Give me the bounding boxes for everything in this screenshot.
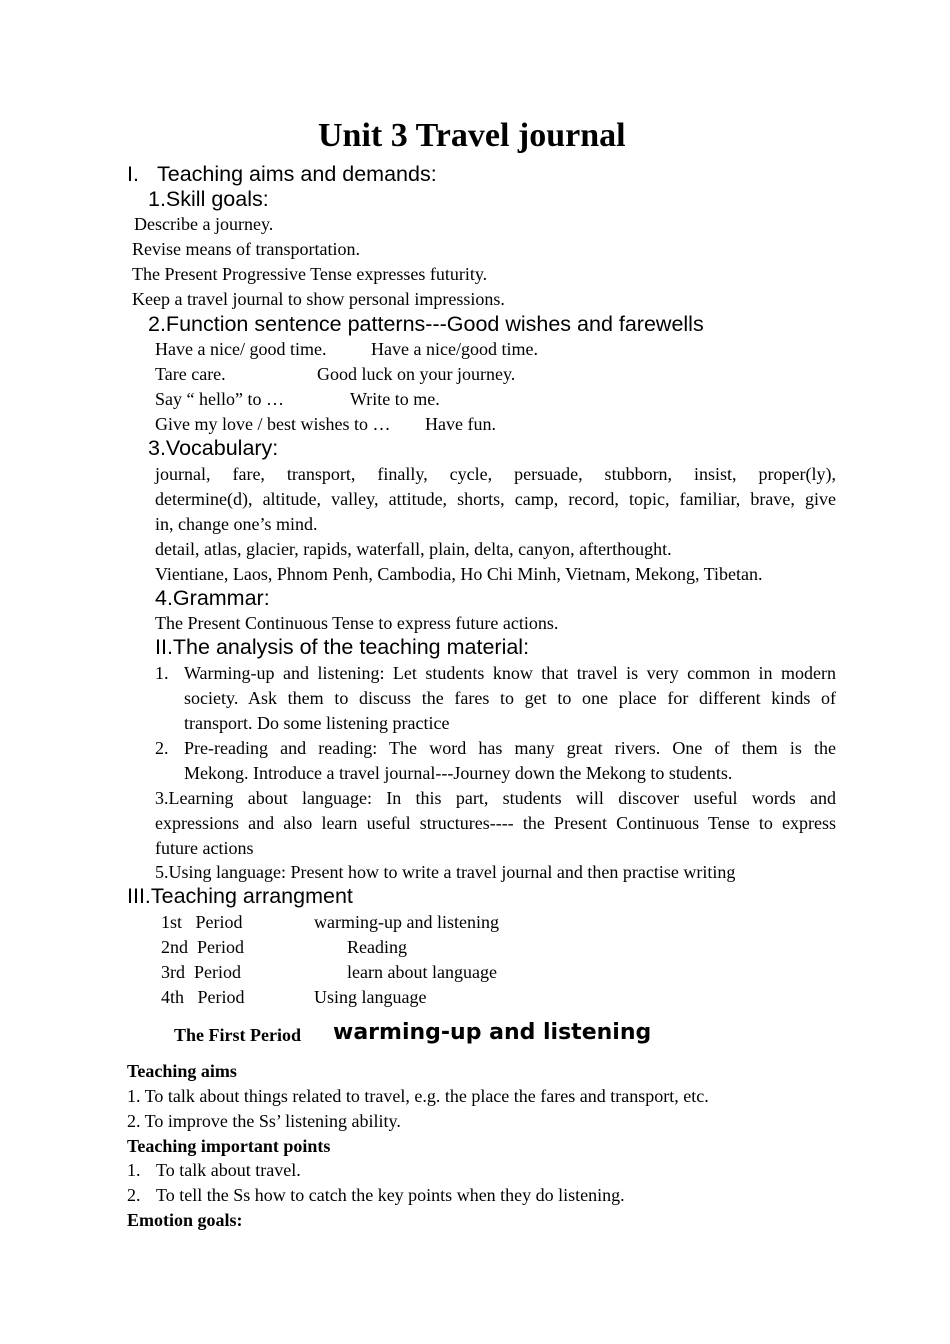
list-number: 1. <box>155 663 169 683</box>
list-number: 2. <box>127 1185 141 1205</box>
function-phrase: Write to me. <box>350 389 440 409</box>
period-activity: warming-up and listening <box>314 912 499 932</box>
section-1-heading: Teaching aims and demands: <box>157 162 437 186</box>
vocabulary-heading: 3.Vocabulary: <box>148 436 279 460</box>
analysis-line: expressions and also learn useful structures---- the Present Continuous Tense to express <box>155 813 836 833</box>
function-phrase: Have a nice/ good time. <box>155 339 327 359</box>
grammar-text: The Present Continuous Tense to express future actions. <box>155 613 559 633</box>
analysis-line: Mekong. Introduce a travel journal---Journey down the Mekong to students. <box>184 763 733 783</box>
period-label: 4th Period <box>161 987 245 1007</box>
analysis-line: Pre-reading and reading: The word has many great rivers. One of them is the <box>184 738 836 758</box>
emotion-goals-heading: Emotion goals: <box>127 1210 243 1230</box>
skill-goal-item: Revise means of transportation. <box>132 239 360 259</box>
vocabulary-line: in, change one’s mind. <box>155 514 318 534</box>
analysis-line: transport. Do some listening practice <box>184 713 450 733</box>
vocabulary-line: journal, fare, transport, finally, cycle, persuade, stubborn, insist, proper(ly), <box>155 464 836 484</box>
function-heading: 2.Function sentence patterns---Good wishes and farewells <box>148 312 704 336</box>
period-activity: learn about language <box>347 962 497 982</box>
period-activity: Using language <box>314 987 427 1007</box>
section-2-heading: II.The analysis of the teaching material: <box>155 635 530 659</box>
skill-goal-item: The Present Progressive Tense expresses futurity. <box>132 264 488 284</box>
section-3-heading: III.Teaching arrangment <box>127 884 353 908</box>
point-item: To talk about travel. <box>156 1160 301 1180</box>
function-phrase: Good luck on your journey. <box>317 364 516 384</box>
aim-item: 1. To talk about things related to travel, e.g. the place the fares and transport, etc. <box>127 1086 709 1106</box>
skill-goal-item: Keep a travel journal to show personal impressions. <box>132 289 505 309</box>
teaching-aims-heading: Teaching aims <box>127 1061 237 1081</box>
skill-goal-item: Describe a journey. <box>134 214 274 234</box>
analysis-line: 3.Learning about language: In this part, students will discover useful words and <box>155 788 836 808</box>
analysis-line: Warming-up and listening: Let students know that travel is very common in modern <box>184 663 836 683</box>
list-number: 2. <box>155 738 169 758</box>
function-phrase: Say “ hello” to … <box>155 389 284 409</box>
function-phrase: Have a nice/good time. <box>371 339 538 359</box>
analysis-line: society. Ask them to discuss the fares to get to one place for different kinds of <box>184 688 836 708</box>
function-phrase: Give my love / best wishes to … <box>155 414 391 434</box>
section-1-number: I. <box>127 162 139 186</box>
function-phrase: Have fun. <box>425 414 496 434</box>
analysis-line: future actions <box>155 838 254 858</box>
analysis-line: 5.Using language: Present how to write a travel journal and then practise writing <box>155 862 736 882</box>
period-label: 2nd Period <box>161 937 244 957</box>
function-phrase: Tare care. <box>155 364 226 384</box>
period-activity: Reading <box>347 937 407 957</box>
aim-item: 2. To improve the Ss’ listening ability. <box>127 1111 401 1131</box>
point-item: To tell the Ss how to catch the key points when they do listening. <box>156 1185 625 1205</box>
skill-goals-heading: 1.Skill goals: <box>148 187 269 211</box>
list-number: 1. <box>127 1160 141 1180</box>
first-period-title: warming-up and listening <box>333 1020 652 1045</box>
grammar-heading: 4.Grammar: <box>155 586 270 610</box>
vocabulary-line: detail, atlas, glacier, rapids, waterfall, plain, delta, canyon, afterthought. <box>155 539 672 559</box>
period-label: 3rd Period <box>161 962 241 982</box>
first-period-label: The First Period <box>174 1025 301 1045</box>
vocabulary-line: determine(d), altitude, valley, attitude, shorts, camp, record, topic, familiar, brave, give <box>155 489 836 509</box>
important-points-heading: Teaching important points <box>127 1136 331 1156</box>
vocabulary-line: Vientiane, Laos, Phnom Penh, Cambodia, Ho Chi Minh, Vietnam, Mekong, Tibetan. <box>155 564 763 584</box>
page-title: Unit 3 Travel journal <box>318 117 626 154</box>
period-label: 1st Period <box>161 912 243 932</box>
